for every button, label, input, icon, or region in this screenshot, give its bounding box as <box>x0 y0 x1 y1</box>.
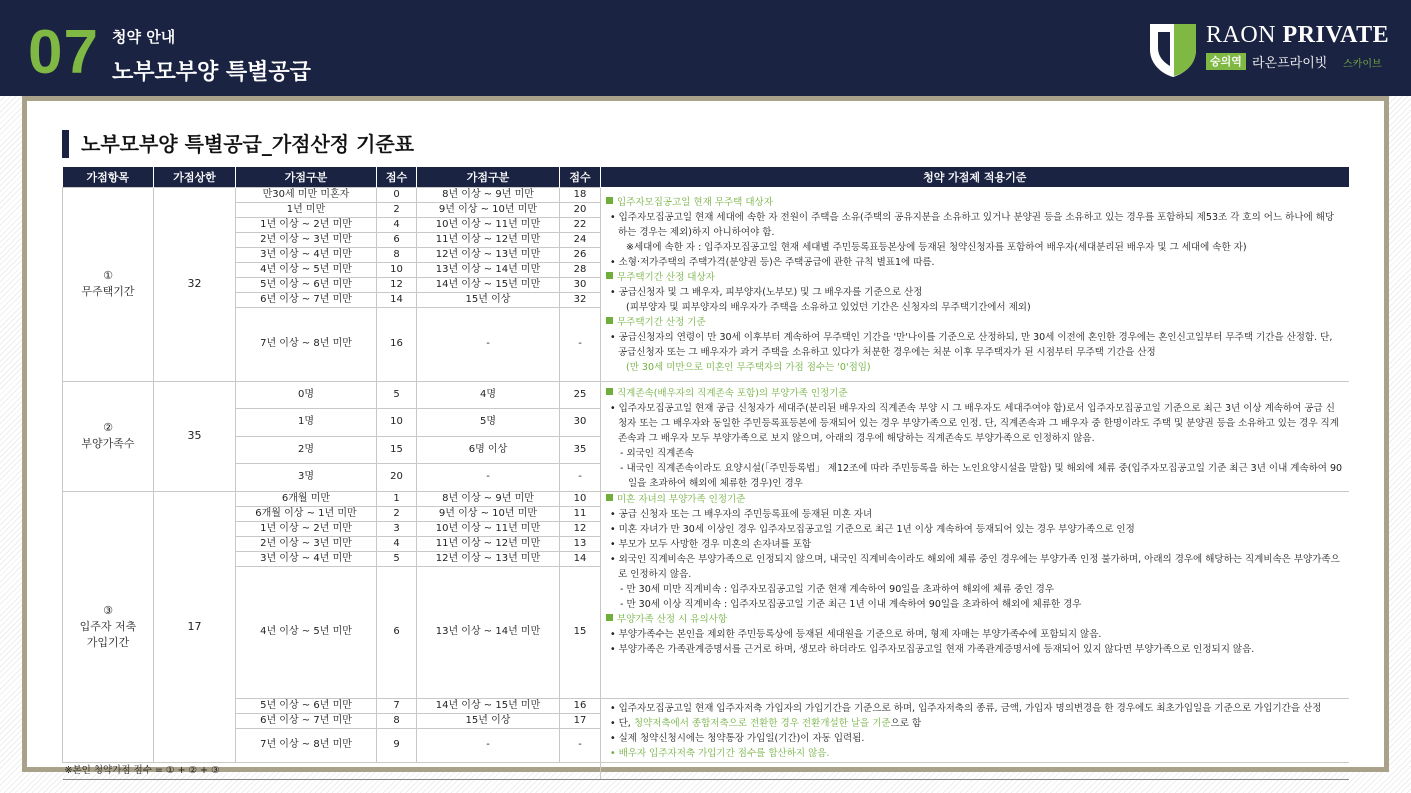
score-item-cell: ③ 입주자 저축 가입기간 <box>63 491 154 762</box>
brand-sky-label: 스카이브 <box>1343 59 1382 70</box>
criteria-heading: 직계존속(배우자의 직계존속 포함)의 부양가족 인정기준 <box>606 386 1343 401</box>
table-header-row <box>63 167 1349 187</box>
score-cell: 0 <box>377 187 417 202</box>
score-criteria-table <box>62 167 1349 780</box>
category-cell: 0명 <box>236 381 377 409</box>
criteria-cell <box>601 491 1349 698</box>
score-cell: 1 <box>377 491 417 506</box>
criteria-bullet: • 입주자모집공고일 현재 세대에 속한 자 전원이 주택을 소유(주택의 공유지분을 소유하고 있거나 분양권 등을 소유하고 있는 경우를 포함하되 제53조 각 호의 어느 하나에 해당하는 경우는 제외)하지 아니하여야 함. <box>610 212 1335 238</box>
col-header: 점수 <box>377 167 417 187</box>
category-cell: 14년 이상 ~ 15년 미만 <box>417 698 560 713</box>
category-cell: 11년 이상 ~ 12년 미만 <box>417 536 560 551</box>
category-cell: 5년 이상 ~ 6년 미만 <box>236 698 377 713</box>
category-cell: 11년 이상 ~ 12년 미만 <box>417 232 560 247</box>
category-cell: 만30세 미만 미혼자 <box>236 187 377 202</box>
top-header-bar <box>0 0 1411 96</box>
score-cell: 3 <box>377 521 417 536</box>
criteria-bullet: • 부양가족은 가족관계증명서를 근거로 하며, 생모라 하더라도 입주자모집공고일 현재 가족관계증명서에 등재되어 있지 않다면 부양가족으로 인정되지 않음. <box>610 643 1255 655</box>
score-cell: 6 <box>377 232 417 247</box>
score-cell: 15 <box>377 436 417 464</box>
score-cell: 18 <box>560 187 601 202</box>
score-cell: 5 <box>377 551 417 566</box>
green-square-bullet-icon <box>606 197 613 204</box>
green-square-bullet-icon <box>606 388 613 395</box>
table-row <box>63 698 1349 713</box>
category-cell: 6년 이상 ~ 7년 미만 <box>236 292 377 307</box>
criteria-bullet: • 공급 신청자 또는 그 배우자의 주민등록표에 등재된 미혼 자녀 <box>610 508 873 520</box>
criteria-bullet: • 부양가족수는 본인을 제외한 주민등록상에 등재된 세대원을 기준으로 하며, 형제 자매는 부양가족수에 포함되지 않음. <box>610 628 1102 640</box>
score-cell: 13 <box>560 536 601 551</box>
table-row <box>63 187 1349 202</box>
criteria-sub-item: - 외국인 직계존속 <box>620 447 694 459</box>
score-cell: 4 <box>377 536 417 551</box>
category-cell: 1년 이상 ~ 2년 미만 <box>236 521 377 536</box>
table-footnote-row <box>63 762 1349 779</box>
criteria-heading: 무주택기간 산정 대상자 <box>606 270 1343 285</box>
score-cell: 24 <box>560 232 601 247</box>
score-cell: 11 <box>560 506 601 521</box>
category-cell: 7년 이상 ~ 8년 미만 <box>236 307 377 381</box>
category-cell: 10년 이상 ~ 11년 미만 <box>417 217 560 232</box>
criteria-bullet: • 배우자 입주자저축 가입기간 점수를 합산하지 않음. <box>610 747 830 759</box>
brand-name-korean: 라온프라이빗 <box>1252 56 1328 71</box>
score-cell: 25 <box>560 381 601 409</box>
category-cell: 6개월 미만 <box>236 491 377 506</box>
score-cell: 12 <box>377 277 417 292</box>
col-header: 가점상한 <box>154 167 236 187</box>
score-cell: 12 <box>560 521 601 536</box>
criteria-heading: 무주택기간 산정 기준 <box>606 315 1343 330</box>
green-square-bullet-icon <box>606 494 613 501</box>
col-header: 청약 가점제 적용기준 <box>601 167 1349 187</box>
section-title: 노부모부양 특별공급 <box>112 60 311 85</box>
category-cell: 2명 <box>236 436 377 464</box>
criteria-text-block <box>601 386 1349 491</box>
category-cell: 2년 이상 ~ 3년 미만 <box>236 536 377 551</box>
category-cell: 13년 이상 ~ 14년 미만 <box>417 566 560 698</box>
criteria-cell <box>601 698 1349 762</box>
score-cell: 10 <box>560 491 601 506</box>
score-cell: - <box>560 464 601 492</box>
criteria-text-block <box>601 492 1349 657</box>
criteria-text-block <box>601 195 1349 375</box>
category-cell: 6개월 이상 ~ 1년 미만 <box>236 506 377 521</box>
score-max-cell: 17 <box>154 491 236 762</box>
score-cell: 14 <box>377 292 417 307</box>
category-cell: 6명 이상 <box>417 436 560 464</box>
criteria-bullet: • 미혼 자녀가 만 30세 이상인 경우 입주자모집공고일 기준으로 최근 1년 이상 계속하여 등재되어 있는 경우 부양가족으로 인정 <box>610 523 1135 535</box>
score-cell: 28 <box>560 262 601 277</box>
page-heading: 노부모부양 특별공급_가점산정 기준표 <box>62 130 414 158</box>
green-square-bullet-icon <box>606 272 613 279</box>
category-cell: 5년 이상 ~ 6년 미만 <box>236 277 377 292</box>
green-square-bullet-icon <box>606 614 613 621</box>
category-cell: 1년 이상 ~ 2년 미만 <box>236 217 377 232</box>
brand-shield-logo-icon <box>1148 20 1198 78</box>
category-cell: 4년 이상 ~ 5년 미만 <box>236 262 377 277</box>
score-cell: 17 <box>560 713 601 728</box>
criteria-bullet: • 부모가 모두 사망한 경우 미혼의 손자녀를 포함 <box>610 538 812 550</box>
category-cell: 14년 이상 ~ 15년 미만 <box>417 277 560 292</box>
score-item-cell: ② 부양가족수 <box>63 381 154 491</box>
score-max-cell: 32 <box>154 187 236 381</box>
category-cell: 6년 이상 ~ 7년 미만 <box>236 713 377 728</box>
category-cell: - <box>417 728 560 762</box>
category-cell: 1년 미만 <box>236 202 377 217</box>
score-cell: 15 <box>560 566 601 698</box>
score-cell: 20 <box>377 464 417 492</box>
score-cell: 30 <box>560 277 601 292</box>
criteria-sub-item: - 내국인 직계존속이라도 요양시설(「주민등록법」 제12조에 따라 주민등록을 하는 노인요양시설을 말함) 및 해외에 체류 중(입주자모집공고일 기준 최근 3년 이내 계속하여 90일을 초과하여 해외에 체류한 경우)인 경우 <box>620 462 1343 489</box>
score-cell: - <box>560 307 601 381</box>
category-cell: 10년 이상 ~ 11년 미만 <box>417 521 560 536</box>
category-cell: 12년 이상 ~ 13년 미만 <box>417 247 560 262</box>
table-row <box>63 491 1349 506</box>
criteria-bullet: • 공급신청자 및 그 배우자, 피부양자(노부모) 및 그 배우자를 기준으로 산정 <box>610 287 923 298</box>
criteria-cell <box>601 381 1349 491</box>
table-row <box>63 381 1349 409</box>
criteria-sub-item: - 만 30세 이상 직계비속 : 입주자모집공고일 기준 최근 1년 이내 계속하여 90일을 초과하여 해외에 체류한 경우 <box>620 598 1082 610</box>
category-cell: 3년 이상 ~ 4년 미만 <box>236 247 377 262</box>
category-cell: 8년 이상 ~ 9년 미만 <box>417 491 560 506</box>
category-cell: 13년 이상 ~ 14년 미만 <box>417 262 560 277</box>
category-cell: 8년 이상 ~ 9년 미만 <box>417 187 560 202</box>
score-item-cell: ① 무주택기간 <box>63 187 154 381</box>
category-cell: 4년 이상 ~ 5년 미만 <box>236 566 377 698</box>
score-cell: 8 <box>377 713 417 728</box>
section-number: 07 <box>28 18 99 87</box>
criteria-text-block <box>601 701 1349 761</box>
score-max-cell: 35 <box>154 381 236 491</box>
category-cell: 1명 <box>236 409 377 437</box>
criteria-sub-item: - 만 30세 미만 직계비속 : 입주자모집공고일 기준 현재 계속하여 90일을 초과하여 해외에 체류 중인 경우 <box>620 583 1055 595</box>
score-cell: 32 <box>560 292 601 307</box>
col-header: 점수 <box>560 167 601 187</box>
col-header: 가점구분 <box>236 167 377 187</box>
score-cell: 2 <box>377 202 417 217</box>
score-cell: - <box>560 728 601 762</box>
category-cell: 5명 <box>417 409 560 437</box>
criteria-bullet: • 공급신청자의 연령이 만 30세 이후부터 계속하여 무주택인 기간을 '만'나이를 기준으로 산정하되, 만 30세 이전에 혼인한 경우에는 혼인신고일부터 무주택 기간을 산정함. 단, 공급신청자 또는 그 배우자가 과거 주택을 소유하고 있다가 처분한 경우에는 처분 이후 무주택자가 된 시점부터 무주택 기간을 산정 <box>610 332 1333 358</box>
score-cell: 20 <box>560 202 601 217</box>
category-cell: 2년 이상 ~ 3년 미만 <box>236 232 377 247</box>
category-cell: 9년 이상 ~ 10년 미만 <box>417 506 560 521</box>
category-cell: 7년 이상 ~ 8년 미만 <box>236 728 377 762</box>
criteria-heading: 부양가족 산정 시 유의사항 <box>606 612 1343 627</box>
criteria-note: ※세대에 속한 자 : 입주자모집공고일 현재 세대별 주민등록표등본상에 등재된 청약신청자를 포함하여 배우자(세대분리된 배우자 및 그 세대에 속한 자) <box>626 242 1247 253</box>
section-subtitle: 청약 안내 <box>112 28 176 46</box>
category-cell: - <box>417 307 560 381</box>
criteria-cell <box>601 187 1349 381</box>
criteria-bullet: • 외국인 직계비속은 부양가족으로 인정되지 않으며, 내국인 직계비속이라도 해외에 체류 중인 경우에는 부양가족 인정 불가하며, 아래의 경우에 해당하는 직계비속은 부양가족으로 인정하지 않음. <box>610 553 1340 580</box>
category-cell: 9년 이상 ~ 10년 미만 <box>417 202 560 217</box>
footnote-empty-cell <box>601 762 1349 779</box>
brand-name-english: RAON PRIVATE <box>1206 22 1390 48</box>
score-cell: 7 <box>377 698 417 713</box>
score-cell: 10 <box>377 262 417 277</box>
score-cell: 10 <box>377 409 417 437</box>
score-cell: 6 <box>377 566 417 698</box>
highlight-text: 청약저축에서 종합저축으로 전환한 경우 전환개설한 날을 기준 <box>633 717 891 729</box>
criteria-note: (피부양자 및 피부양자의 배우자가 주택을 소유하고 있었던 기간은 신청자의 무주택기간에서 제외) <box>626 302 1031 313</box>
criteria-heading: 미혼 자녀의 부양가족 인정기준 <box>606 492 1343 507</box>
score-cell: 9 <box>377 728 417 762</box>
brand-location-tag: 숭의역 <box>1206 53 1246 70</box>
criteria-bullet: • 단, 청약저축에서 종합저축으로 전환한 경우 전환개설한 날을 기준으로 함 <box>610 717 922 729</box>
col-header: 가점항목 <box>63 167 154 187</box>
score-cell: 2 <box>377 506 417 521</box>
score-cell: 8 <box>377 247 417 262</box>
criteria-bullet: • 소형·저가주택의 주택가격(분양권 등)은 주택공급에 관한 규칙 별표1에 따름. <box>610 257 935 268</box>
criteria-bullet: • 입주자모집공고일 현재 입주자저축 가입자의 가입기간을 기준으로 하며, 입주자저축의 종류, 금액, 가입자 명의변경을 한 경우에도 최초가입일을 기준으로 가입기간을 산정 <box>610 702 1322 714</box>
criteria-heading: 입주자모집공고일 현재 무주택 대상자 <box>606 195 1343 210</box>
category-cell: - <box>417 464 560 492</box>
score-cell: 16 <box>560 698 601 713</box>
score-cell: 4 <box>377 217 417 232</box>
score-cell: 30 <box>560 409 601 437</box>
green-square-bullet-icon <box>606 317 613 324</box>
criteria-note: (만 30세 미만으로 미혼인 무주택자의 가점 점수는 '0'점임) <box>626 362 871 373</box>
criteria-bullet: • 입주자모집공고일 현재 공급 신청자가 세대주(분리된 배우자의 직계존속 부양 시 그 배우자도 세대주여야 함)로서 입주자모집공고일 기준으로 최근 3년 이상 계속하여 공급 신청자 또는 그 배우자와 동일한 주민등록표등본에 등재되어 있는 경우 부양가족으로 인정. 단, 직계존속과 그 배우자 중 한명이라도 주택 및 분양권 등을 소유하고 있는 경우 직계존속과 그 배우자 모두 부양가족으로 보지 않으며, 아래의 경우에 해당하는 직계존속도 부양가족으로 인정하지 않음. <box>610 402 1339 444</box>
category-cell: 15년 이상 <box>417 713 560 728</box>
category-cell: 4명 <box>417 381 560 409</box>
category-cell: 15년 이상 <box>417 292 560 307</box>
category-cell: 12년 이상 ~ 13년 미만 <box>417 551 560 566</box>
score-cell: 14 <box>560 551 601 566</box>
criteria-bullet: • 실제 청약신청시에는 청약통장 가입일(기간)이 자동 입력됨. <box>610 732 865 744</box>
score-cell: 16 <box>377 307 417 381</box>
footnote: ※본인 청약가점 점수 = ① + ② + ③ <box>63 762 601 779</box>
category-cell: 3년 이상 ~ 4년 미만 <box>236 551 377 566</box>
score-cell: 5 <box>377 381 417 409</box>
score-cell: 26 <box>560 247 601 262</box>
score-cell: 22 <box>560 217 601 232</box>
score-cell: 35 <box>560 436 601 464</box>
col-header: 가점구분 <box>417 167 560 187</box>
category-cell: 3명 <box>236 464 377 492</box>
